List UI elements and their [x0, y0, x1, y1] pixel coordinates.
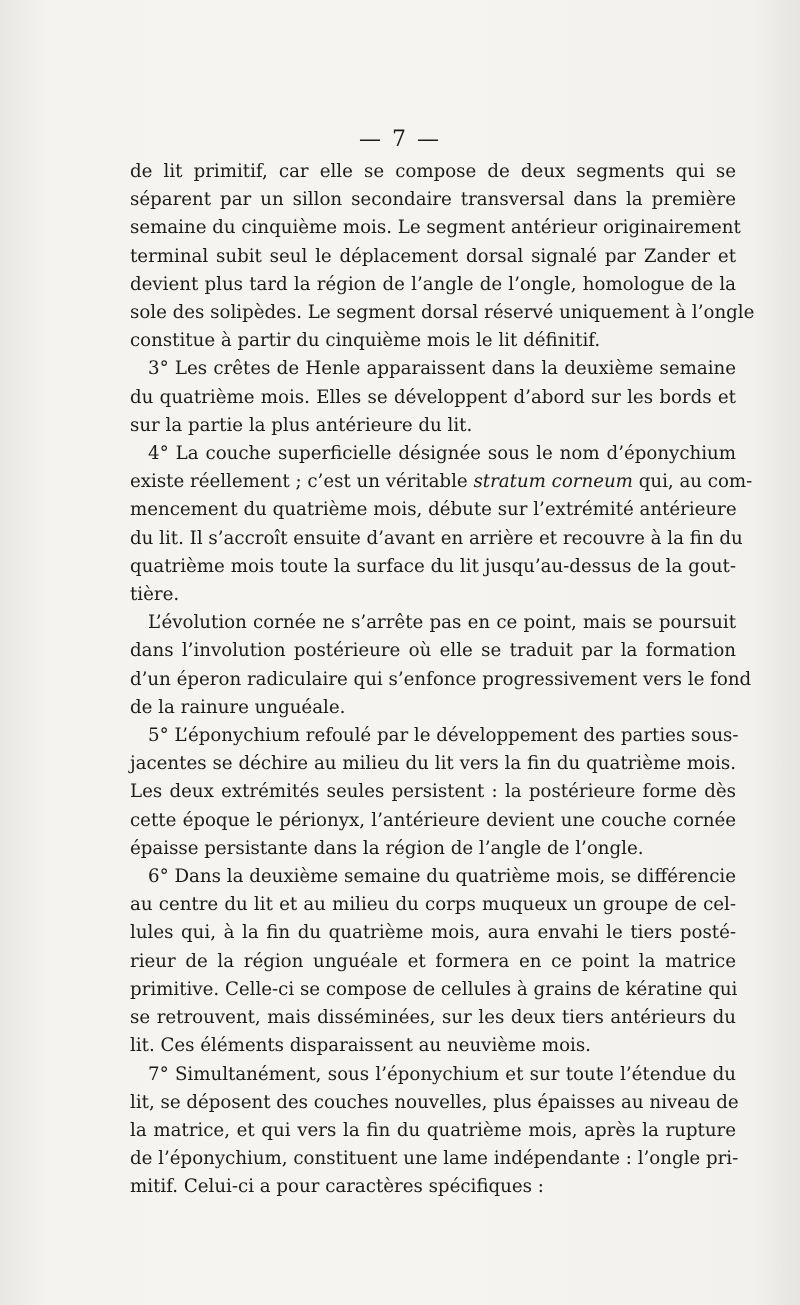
text-line: sole des solipèdes. Le segment dorsal réservé uniquement à l’ongle [130, 302, 755, 324]
text-line: sur la partie la plus antérieure du lit. [130, 414, 473, 436]
text-line: jacentes se déchire au milieu du lit vers la fin du quatrième mois. [130, 753, 736, 775]
text-line: L’évolution cornée ne s’arrête pas en ce point, mais se poursuit [148, 612, 736, 634]
text-line: la matrice, et qui vers la fin du quatrième mois, après la rupture [130, 1119, 736, 1141]
paragraph-6 [130, 863, 736, 1060]
paragraph-3 [130, 440, 753, 609]
text-line: mitif. Celui-ci a pour caractères spécifiques : [130, 1176, 544, 1198]
paragraph-5 [130, 722, 739, 863]
text-line: primitive. Celle-ci se compose de cellules à grains de kératine qui [130, 978, 738, 1000]
text-line: devient plus tard la région de l’angle de l’ongle, homologue de la [130, 273, 736, 295]
italic-phrase: stratum corneum [473, 471, 633, 493]
page-number: — 7 — [359, 127, 441, 152]
text-line: lit. Ces éléments disparaissent au neuvième mois. [130, 1035, 591, 1057]
text-segment: qui, au com- [632, 471, 753, 493]
text-line: du quatrième mois. Elles se développent d’abord sur les bords et [130, 386, 736, 408]
text-line: lit, se déposent des couches nouvelles, plus épaisses au niveau de [130, 1091, 739, 1113]
text-line: séparent par un sillon secondaire transversal dans la première [130, 189, 736, 211]
text-line: 5° L’éponychium refoulé par le développement des parties sous- [148, 725, 739, 747]
text-line: semaine du cinquième mois. Le segment antérieur originairement [130, 217, 741, 239]
text-line: dans l’involution postérieure où elle se traduit par la formation [130, 640, 736, 662]
text-line: 3° Les crêtes de Henle apparaissent dans la deuxième semaine [148, 358, 736, 380]
text-line: 7° Simultanément, sous l’éponychium et sur toute l’étendue du [148, 1063, 736, 1085]
paragraph-4 [130, 609, 752, 722]
paragraph-2 [130, 355, 736, 440]
text-line: de la rainure unguéale. [130, 696, 346, 718]
text-segment: existe réellement ; c’est un véritable [130, 471, 474, 493]
text-line: tière. [130, 584, 180, 606]
paragraph-7 [130, 1061, 739, 1202]
text-line-with-italic [130, 468, 753, 496]
text-line: rieur de la région unguéale et formera en ce point la matrice [130, 950, 736, 972]
body-text [130, 158, 755, 1202]
text-line: au centre du lit et au milieu du corps muqueux un groupe de cel- [130, 894, 736, 916]
text-line: 4° La couche superficielle désignée sous le nom d’éponychium [148, 443, 736, 465]
paragraph-1 [130, 158, 755, 355]
text-line: lules qui, à la fin du quatrième mois, aura envahi le tiers posté- [130, 922, 736, 944]
text-line: se retrouvent, mais disséminées, sur les deux tiers antérieurs du [130, 1007, 736, 1029]
text-line: épaisse persistante dans la région de l’angle de l’ongle. [130, 837, 644, 859]
text-line: terminal subit seul le déplacement dorsal signalé par Zander et [130, 245, 736, 267]
text-line: quatrième mois toute la surface du lit jusqu’au-dessus de la gout- [130, 555, 736, 577]
text-line: cette époque le périonyx, l’antérieure devient une couche cornée [130, 809, 736, 831]
text-line: Les deux extrémités seules persistent : la postérieure forme dès [130, 781, 736, 803]
text-line: d’un éperon radiculaire qui s’enfonce progressivement vers le fond [130, 668, 752, 690]
text-line: de lit primitif, car elle se compose de deux segments qui se [130, 161, 736, 182]
text-line: de l’éponychium, constituent une lame indépendante : l’ongle pri- [130, 1148, 739, 1170]
text-line: mencement du quatrième mois, débute sur l’extrémité antérieure [130, 499, 737, 521]
text-line: du lit. Il s’accroît ensuite d’avant en arrière et recouvre à la fin du [130, 527, 743, 549]
text-line: constitue à partir du cinquième mois le lit définitif. [130, 330, 601, 352]
text-line: 6° Dans la deuxième semaine du quatrième mois, se différencie [148, 866, 736, 888]
